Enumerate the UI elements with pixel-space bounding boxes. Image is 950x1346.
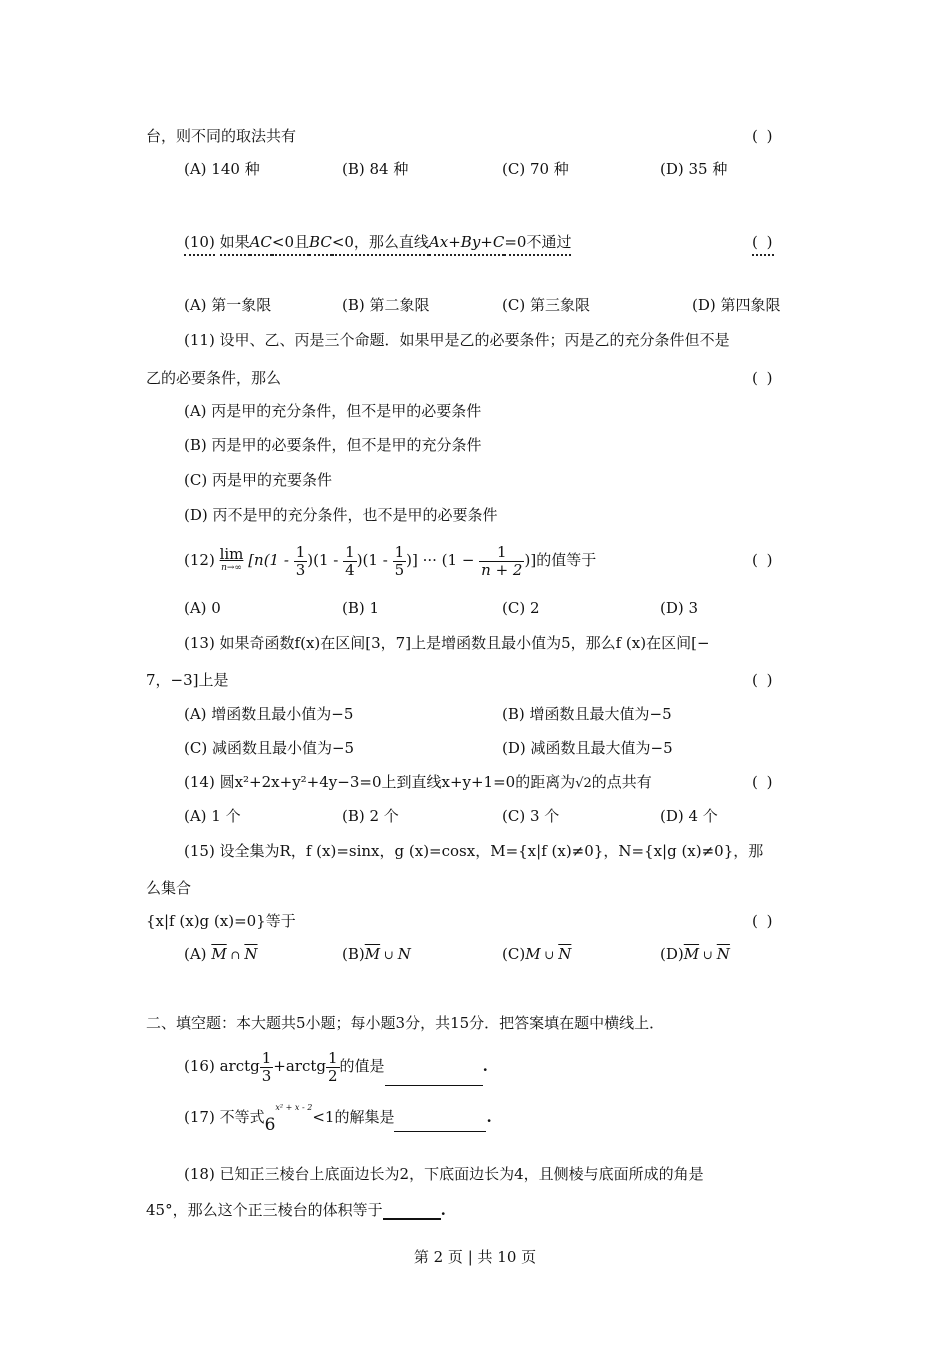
q14-option-c: (C) 3 个 (502, 807, 560, 825)
q13-line2: 7，−3]上是 (146, 671, 229, 689)
q18-line2 (146, 1200, 446, 1220)
q10-expr: Ax+By+C (429, 233, 504, 256)
q15-option-a: (A) $\overline{M}$ ∩ $\overline{N}$ (184, 945, 258, 963)
q14-text2: 的点共有 (591, 773, 652, 791)
q12-option-a: (A) 0 (184, 599, 221, 617)
q15-line1: (15) 设全集为R，f (x)=sinx，g (x)=cosx，M={x|f (x)≠0}，N={x|g (x)≠0}，那 (184, 842, 764, 860)
q9-option-d: (D) 35 种 (660, 160, 728, 178)
q12-frac-1-n2: $\frac{1}{n + 2}$ (481, 542, 523, 579)
q15-line2: 么集合 (146, 879, 192, 897)
q15-option-b: $(B)\overline{M}$ ∪ N (342, 945, 411, 963)
q16-answer-blank[interactable] (385, 1069, 483, 1086)
q12-frac-1-4: $\frac{1}{4}$ (345, 542, 355, 579)
q10-text-post: =0不通过 (504, 233, 571, 256)
q17-period: . (486, 1108, 492, 1126)
q10-number: (10) (184, 233, 215, 256)
q10-text-mid2: <0，那么直线 (332, 233, 429, 256)
q16-arctg-2: +arctg (273, 1057, 326, 1075)
q10-answer-paren: ( ) (752, 232, 774, 252)
q12-part5: )]的值等于 (524, 551, 597, 569)
q12-part2: )(1 - (307, 551, 339, 569)
q14-option-a: (A) 1 个 (184, 807, 241, 825)
q18-period: . (440, 1201, 446, 1219)
q16-arctg-1: arctg (219, 1057, 260, 1075)
section-2-heading: 二、填空题：本大题共5小题；每小题3分，共15分．把答案填在题中横线上． (146, 1014, 665, 1032)
q11-answer-paren: ( ) (752, 369, 775, 387)
q13-option-d: (D) 减函数且最大值为−5 (502, 739, 673, 757)
q11-option-a: (A) 丙是甲的充分条件，但不是甲的必要条件 (184, 402, 482, 420)
q10-option-b: (B) 第二象限 (342, 296, 430, 314)
q16-period: . (482, 1057, 488, 1075)
q13-option-c: (C) 减函数且最小值为−5 (184, 739, 355, 757)
q17-number: (17) (184, 1108, 215, 1126)
q12-option-b: (B) 1 (342, 599, 380, 617)
q17-stem (184, 1103, 492, 1135)
q17-text-b: <1的解集是 (312, 1108, 395, 1126)
q17-base: 6 (264, 1115, 276, 1135)
q14-number: (14) (184, 773, 215, 791)
q9-option-c: (C) 70 种 (502, 160, 569, 178)
q11-line1: (11) 设甲、乙、丙是三个命题．如果甲是乙的必要条件；丙是乙的充分条件但不是 (184, 331, 730, 349)
q9-continuation: 台，则不同的取法共有 (146, 127, 297, 145)
q12-part1: [n(1 - (248, 551, 289, 569)
q10-text-mid1: <0且 (272, 233, 309, 256)
q12-frac-1-5: $\frac{1}{5}$ (394, 542, 405, 579)
q15-answer-paren: ( ) (752, 912, 775, 930)
q12-number: (12) (184, 551, 215, 569)
q18-line2-text: 45°，那么这个正三棱台的体积等于 (146, 1201, 383, 1219)
q11-option-d: (D) 丙不是甲的充分条件，也不是甲的必要条件 (184, 506, 498, 524)
q9-option-a: (A) 140 种 (184, 160, 260, 178)
q12-answer-paren: ( ) (752, 551, 775, 569)
q14-text1: 圆x²+2x+y²+4y−3=0上到直线x+y+1=0的距离为 (219, 773, 576, 791)
q13-option-a: (A) 增函数且最小值为−5 (184, 705, 354, 723)
q11-option-c: (C) 丙是甲的充要条件 (184, 471, 332, 489)
q17-exponent: x² + x - 2 (275, 1103, 313, 1112)
q18-line1: (18) 已知正三棱台上底面边长为2，下底面边长为4，且侧棱与底面所成的角是 (184, 1165, 704, 1183)
q10-option-d: (D) 第四象限 (692, 296, 781, 314)
q12-option-c: (C) 2 (502, 599, 540, 617)
q10-bc: BC (309, 233, 332, 256)
q18-answer-blank[interactable] (383, 1202, 441, 1220)
q16-number: (16) (184, 1057, 215, 1075)
q12-part4: )] ··· (1 − (406, 551, 475, 569)
q12-frac-1-3: $\frac{1}{3}$ (295, 542, 306, 579)
q13-line1: (13) 如果奇函数f(x)在区间[3，7]上是增函数且最小值为5，那么f (x)在区间[− (184, 634, 710, 652)
q14-sqrt: √2 (575, 776, 592, 791)
page-footer: 第 2 页 | 共 10 页 (413, 1248, 537, 1266)
q16-frac-1-3: $\frac{1}{3}$ (261, 1048, 272, 1085)
q14-answer-paren: ( ) (752, 773, 775, 791)
q13-option-b: (B) 增函数且最大值为−5 (502, 705, 672, 723)
q12-stem (184, 538, 596, 582)
q10-stem (184, 232, 571, 252)
q12-limit: lim n→∞ (219, 545, 244, 573)
q16-stem (184, 1046, 488, 1086)
q12-option-d: (D) 3 (660, 599, 699, 617)
q12-part3: )(1 - (356, 551, 388, 569)
q14-option-d: (D) 4 个 (660, 807, 718, 825)
q14-option-b: (B) 2 个 (342, 807, 399, 825)
q9-option-b: (B) 84 种 (342, 160, 409, 178)
q17-answer-blank[interactable] (394, 1115, 486, 1132)
q11-line2: 乙的必要条件，那么 (146, 369, 282, 387)
q15-option-c: (C)M ∪ $\overline{N}$ (502, 945, 572, 963)
q15-line3: {x|f (x)g (x)=0}等于 (146, 912, 296, 930)
q15-option-d: $(D)\overline{M}$ ∪ $\overline{N}$ (660, 945, 730, 963)
q10-ac: AC (250, 233, 272, 256)
q13-answer-paren: ( ) (752, 671, 775, 689)
q9-answer-paren: ( ) (752, 127, 775, 145)
q10-option-c: (C) 第三象限 (502, 296, 590, 314)
q17-text-a: 不等式 (219, 1108, 265, 1126)
q11-option-b: (B) 丙是甲的必要条件，但不是甲的充分条件 (184, 436, 482, 454)
q10-option-a: (A) 第一象限 (184, 296, 272, 314)
q10-text-pre: 如果 (220, 233, 250, 256)
q14-stem (184, 772, 652, 794)
q16-text: 的值是 (339, 1057, 385, 1075)
q16-frac-1-2: $\frac{1}{2}$ (328, 1048, 338, 1085)
